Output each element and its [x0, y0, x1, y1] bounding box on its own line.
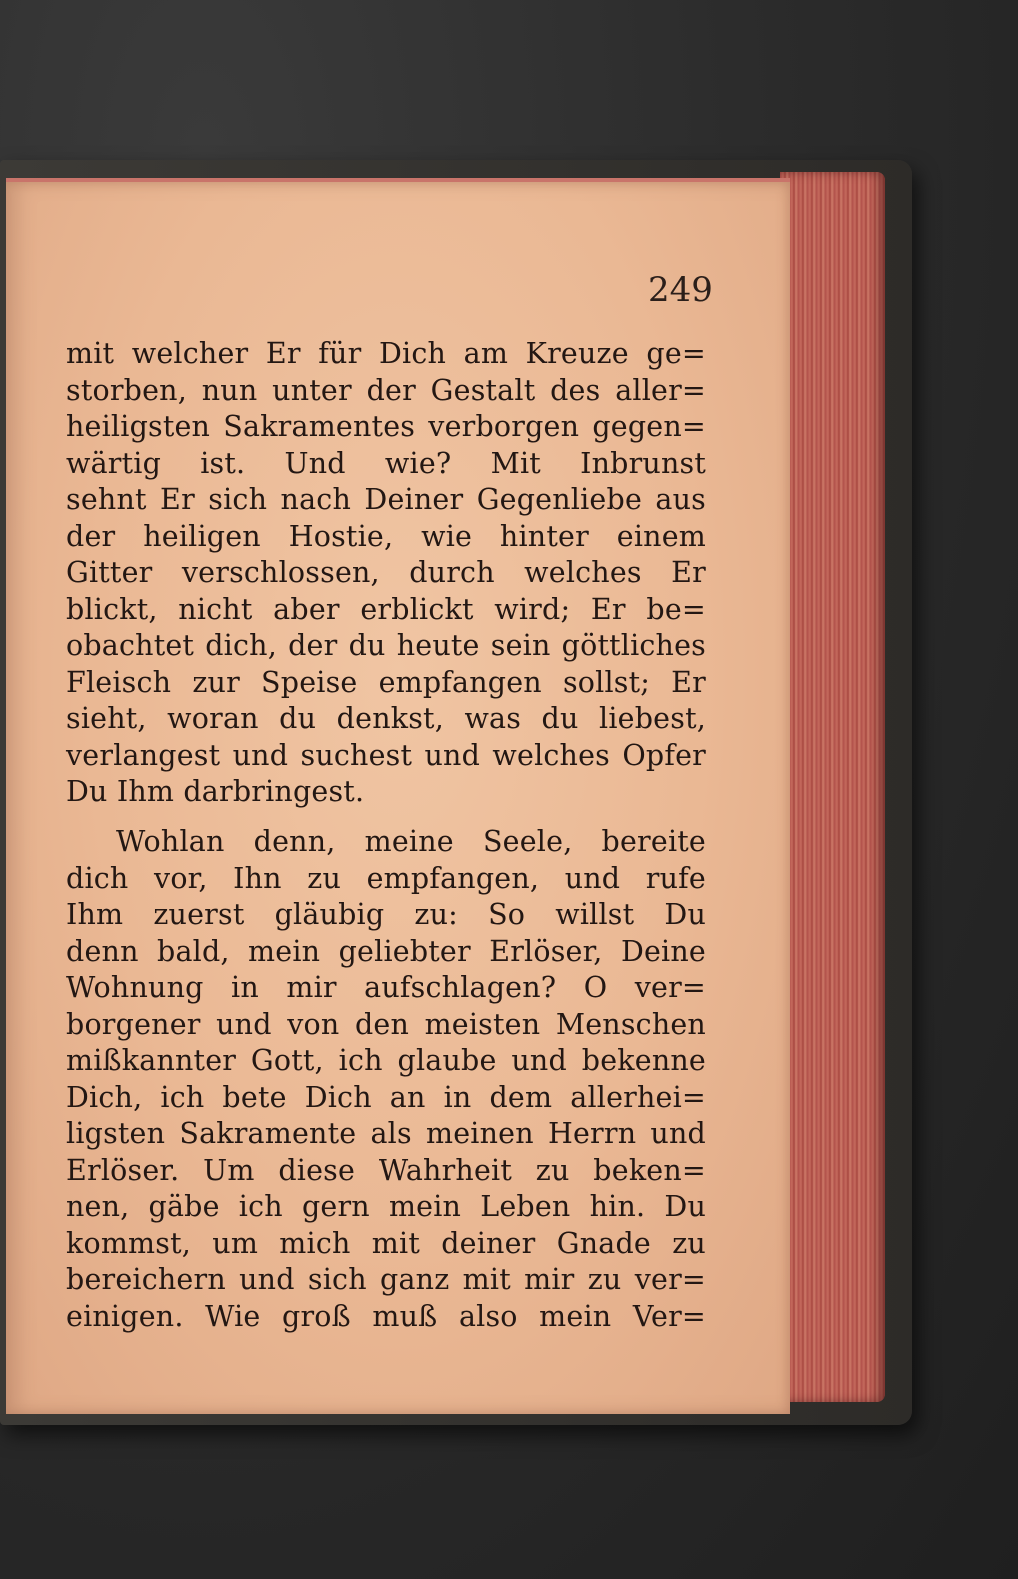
text-line: verlangest und suchest und welches Opfer	[66, 738, 706, 772]
text-line: blickt, nicht aber erblickt wird; Er be=	[66, 592, 706, 626]
text-line: denn bald, mein geliebter Erlöser, Deine	[66, 934, 706, 968]
text-line: Fleisch zur Speise empfangen sollst; Er	[66, 665, 706, 699]
text-line: heiligsten Sakramentes verborgen gegen=	[66, 410, 706, 443]
text-line: wärtig ist. Und wie? Mit Inbrunst	[66, 446, 706, 480]
text-line: Gitter verschlossen, durch welches Er	[66, 556, 706, 589]
text-line: der heiligen Hostie, wie hinter einem	[66, 519, 706, 553]
text-line: Dich, ich bete Dich an in dem allerhei=	[66, 1080, 706, 1114]
text-line: Wohnung in mir aufschlagen? O ver=	[66, 971, 706, 1004]
text-line: bereichern und sich ganz mit mir zu ver=	[66, 1263, 706, 1296]
text-line: ligsten Sakramente als meinen Herrn und	[66, 1117, 706, 1150]
page-number: 249	[648, 270, 713, 310]
paragraph-1	[66, 336, 706, 811]
text-line: nen, gäbe ich gern mein Leben hin. Du	[66, 1190, 706, 1223]
text-line: mißkannter Gott, ich glaube und bekenne	[66, 1044, 706, 1077]
text-line: obachtet dich, der du heute sein göttliches	[66, 629, 706, 662]
text-line: Erlöser. Um diese Wahrheit zu beken=	[66, 1153, 706, 1187]
text-line: sehnt Er sich nach Deiner Gegenliebe aus	[66, 483, 706, 516]
text-line: dich vor, Ihn zu empfangen, und rufe	[66, 861, 706, 895]
text-line: Du Ihm darbringest.	[66, 775, 365, 808]
text-line: storben, nun unter der Gestalt des aller=	[66, 373, 706, 407]
text-line: mit welcher Er für Dich am Kreuze ge=	[66, 337, 706, 370]
text-line: kommst, um mich mit deiner Gnade zu	[66, 1226, 706, 1260]
paragraph-2	[66, 824, 706, 1335]
text-line: Ihm zuerst gläubig zu: So willst Du	[66, 898, 706, 931]
page-edges	[780, 172, 885, 1402]
text-line: einigen. Wie groß muß also mein Ver=	[66, 1299, 706, 1333]
text-line: Wohlan denn, meine Seele, bereite	[116, 825, 706, 858]
text-line: borgener und von den meisten Menschen	[66, 1007, 706, 1041]
text-line: sieht, woran du denkst, was du liebest,	[66, 702, 706, 735]
